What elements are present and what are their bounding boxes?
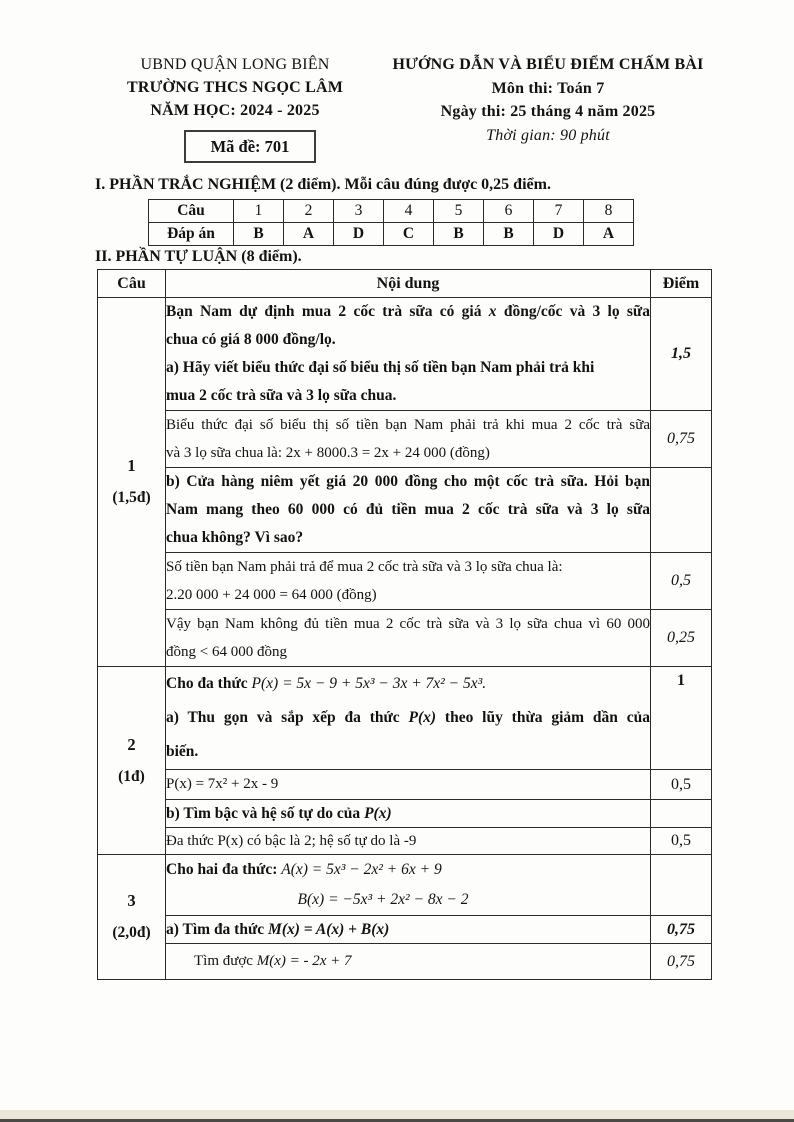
- text-line: b) Cửa hàng niêm yết giá 20 000 đồng cho một cốc trà sữa. Hỏi bạn: [166, 473, 650, 490]
- q2-answer-a-cell: [166, 770, 651, 800]
- math-formula: P(x) = 5x − 9 + 5x³ − 3x + 7x² − 5x³.: [251, 675, 487, 692]
- text-line: Biểu thức đại số biểu thị số tiền bạn Nam phải trả khi mua 2 cốc trà sữa: [166, 417, 650, 433]
- table-row: [98, 855, 712, 916]
- text-line: Nam mang theo 60 000 có đủ tiền mua 2 cốc trà sữa và 3 lọ sữa: [166, 501, 650, 518]
- math-formula: A(x) = 5x³ − 2x² + 6x + 9: [281, 861, 442, 878]
- q3-answer-a-cell: [166, 944, 651, 980]
- q1-number-cell: [98, 298, 166, 667]
- text-segment: b) Tìm bậc và hệ số tự do của: [166, 805, 365, 822]
- q1-points-label: (1,5đ): [112, 489, 151, 506]
- mcq-answer: D: [534, 223, 584, 246]
- mcq-question-number: 3: [334, 200, 384, 223]
- table-row: [98, 944, 712, 980]
- q2-answer-b-cell: [166, 828, 651, 855]
- q1b-conclusion-score-cell: 0,25: [651, 610, 712, 667]
- text-line: chua có giá 8 000 đồng/lọ.: [166, 331, 336, 348]
- text-line: [166, 701, 650, 735]
- exam-code-box: [184, 130, 316, 163]
- q2-number: 2: [127, 734, 136, 754]
- text-line: [166, 667, 650, 701]
- q1-problem-b-cell: [166, 468, 651, 553]
- q3-number-cell: [98, 855, 166, 980]
- col-header-points: Điểm: [651, 270, 712, 298]
- math-formula: P(x): [408, 709, 437, 726]
- text-segment: Tìm được: [194, 953, 257, 969]
- q2-points-label: (1đ): [118, 767, 145, 785]
- q3-problem-cell: [166, 855, 651, 916]
- org-line-1: UBND QUẬN LONG BIÊN: [140, 56, 330, 73]
- section-2-heading: II. PHẦN TỰ LUẬN (8 điểm).: [95, 248, 302, 265]
- q3-problem-a-cell: [166, 916, 651, 944]
- text-line: a) Hãy viết biểu thức đại số biểu thị số tiền bạn Nam phải trả khi: [166, 359, 595, 376]
- exam-date-line: Ngày thi: 25 tháng 4 năm 2025: [440, 103, 656, 120]
- q1b-score-cell: [651, 468, 712, 553]
- math-formula: M(x) = A(x) + B(x): [268, 921, 390, 938]
- mcq-answer: A: [284, 223, 334, 246]
- header-exam-info-block: [378, 53, 718, 147]
- q2a-answer-score-cell: 0,5: [651, 770, 712, 800]
- mcq-question-number: 7: [534, 200, 584, 223]
- q3a-answer-score-cell: 0,75: [651, 944, 712, 980]
- q3-number: 3: [127, 891, 136, 910]
- q1-problem-a-cell: [166, 298, 651, 411]
- essay-grading-table: [97, 269, 712, 980]
- text-segment: Cho hai đa thức:: [166, 861, 282, 878]
- text-line: [166, 916, 650, 943]
- text-segment: a) Thu gọn và sắp xếp đa thức: [166, 709, 409, 726]
- table-row: [98, 667, 712, 770]
- q1b-answer-score-cell: 0,5: [651, 553, 712, 610]
- text-line: 2.20 000 + 24 000 = 64 000 (đồng): [166, 587, 377, 603]
- mcq-question-number: 4: [384, 200, 434, 223]
- section-1-heading: I. PHẦN TRẮC NGHIỆM (2 điểm). Mỗi câu đúng được 0,25 điểm.: [95, 176, 551, 193]
- table-row: [98, 770, 712, 800]
- text-line: Đa thức P(x) có bậc là 2; hệ số tự do là -9: [166, 833, 417, 849]
- document-title: HƯỚNG DẪN VÀ BIỂU ĐIỂM CHẤM BÀI: [392, 56, 704, 73]
- duration-line: Thời gian: 90 phút: [486, 126, 610, 144]
- text-segment: Cho đa thức: [166, 675, 252, 692]
- text-line: và 3 lọ sữa chua là: 2x + 8000.3 = 2x + 24 000 (đồng): [166, 445, 490, 461]
- multiple-choice-answer-table: [148, 199, 634, 246]
- text-segment: theo lũy thừa giảm dần của: [436, 709, 650, 726]
- mcq-answer: B: [234, 223, 284, 246]
- q1-answer-b2-cell: [166, 610, 651, 667]
- org-line-3: NĂM HỌC: 2024 - 2025: [150, 102, 320, 119]
- mcq-answer: C: [384, 223, 434, 246]
- mcq-question-number: 2: [284, 200, 334, 223]
- math-formula: M(x) = - 2x + 7: [256, 953, 352, 969]
- mcq-question-row: [149, 200, 634, 223]
- q3a-score-cell: 0,75: [651, 916, 712, 944]
- text-segment: a) Tìm đa thức: [166, 921, 269, 938]
- text-line: mua 2 cốc trà sữa và 3 lọ sữa chua.: [166, 387, 397, 404]
- q1-answer-b1-cell: [166, 553, 651, 610]
- exam-code-label: Mã đề: 701: [210, 136, 290, 156]
- mcq-question-number: 8: [584, 200, 634, 223]
- q2b-answer-score-cell: 0,5: [651, 828, 712, 855]
- mcq-answer: B: [484, 223, 534, 246]
- mcq-answer: D: [334, 223, 384, 246]
- text-segment: Bạn Nam dự định mua 2 cốc trà sữa có giá: [166, 303, 489, 320]
- mcq-answer-row: [149, 223, 634, 246]
- q3-problem-score-cell: [651, 855, 712, 916]
- text-line: chua không? Vì sao?: [166, 529, 304, 546]
- text-line: [166, 855, 650, 885]
- table-row: [98, 411, 712, 468]
- q1a-answer-score-cell: 0,75: [651, 411, 712, 468]
- table-row: [98, 916, 712, 944]
- mcq-answer: A: [584, 223, 634, 246]
- text-line: biến.: [166, 743, 199, 760]
- subject-line: Môn thi: Toán 7: [491, 79, 605, 97]
- mcq-question-number: 1: [234, 200, 284, 223]
- scan-artifact-strip: [0, 1110, 794, 1119]
- text-line: [166, 944, 650, 978]
- math-variable: x: [488, 303, 497, 320]
- math-formula-line: B(x) = −5x³ + 2x² − 8x − 2: [297, 891, 469, 908]
- table-row: [98, 468, 712, 553]
- text-line: đồng < 64 000 đồng: [166, 644, 287, 660]
- org-line-2: TRƯỜNG THCS NGỌC LÂM: [126, 79, 343, 96]
- mcq-question-number: 6: [484, 200, 534, 223]
- col-header-content: Nội dung: [166, 270, 651, 298]
- q2-number-cell: [98, 667, 166, 855]
- q2-problem-cell: [166, 667, 651, 770]
- mcq-question-row-label: Câu: [149, 200, 234, 223]
- text-line: P(x) = 7x² + 2x - 9: [166, 776, 279, 792]
- math-formula: P(x): [364, 805, 392, 822]
- text-segment: đồng/cốc và 3 lọ sữa: [496, 303, 650, 320]
- q2a-score-cell: 1: [651, 667, 712, 770]
- header-school-block: [105, 53, 365, 122]
- table-row: [98, 610, 712, 667]
- q3-points-label: (2,0đ): [112, 924, 151, 941]
- q1-answer-a-cell: [166, 411, 651, 468]
- q1-number: 1: [127, 456, 136, 475]
- table-row: [98, 553, 712, 610]
- text-line: [166, 298, 650, 326]
- q1a-score-cell: 1,5: [651, 298, 712, 411]
- mcq-answer-row-label: Đáp án: [149, 223, 234, 246]
- table-row: [98, 828, 712, 855]
- table-row: [98, 298, 712, 411]
- text-line: Số tiền bạn Nam phải trả để mua 2 cốc trà sữa và 3 lọ sữa chua là:: [166, 559, 563, 575]
- q2b-score-cell: [651, 800, 712, 828]
- q2-problem-b-cell: [166, 800, 651, 828]
- text-line: [166, 800, 650, 827]
- table-row: [98, 800, 712, 828]
- col-header-question: Câu: [98, 270, 166, 298]
- mcq-question-number: 5: [434, 200, 484, 223]
- essay-header-row: [98, 270, 712, 298]
- mcq-answer: B: [434, 223, 484, 246]
- text-line: Vậy bạn Nam không đủ tiền mua 2 cốc trà sữa và 3 lọ sữa chua vì 60 000: [166, 616, 650, 632]
